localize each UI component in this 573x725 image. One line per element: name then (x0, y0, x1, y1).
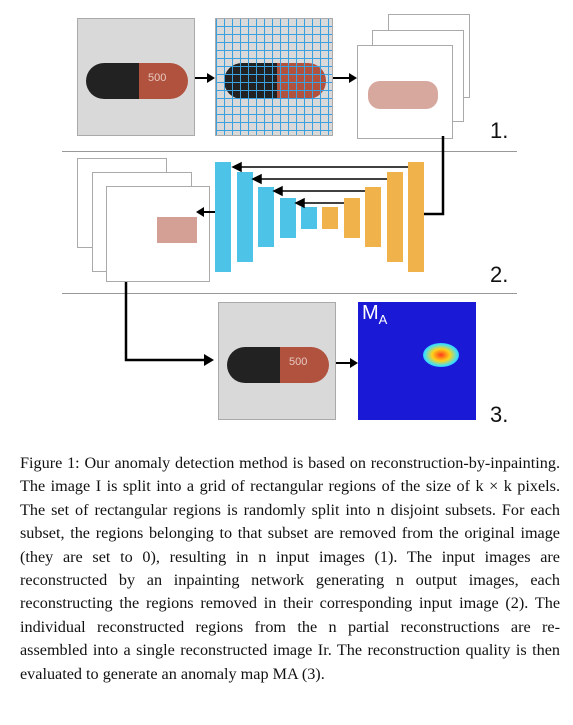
reconstructed-images (106, 186, 210, 282)
anomaly-map-label: $M_A$ (362, 302, 388, 327)
arrow-right-icon (195, 72, 215, 84)
input-image (77, 18, 195, 136)
figure-caption (20, 452, 560, 686)
skip-connections (231, 160, 411, 220)
arrow-left-icon (196, 206, 216, 218)
arrow-right-icon (333, 72, 357, 84)
grid-image (215, 18, 333, 136)
masked-image (357, 45, 453, 139)
stage-3-label: 3. (490, 402, 509, 427)
connector-arrow (120, 282, 220, 372)
reconstructed-image (218, 302, 336, 420)
stage-1-label: 1. (490, 118, 509, 143)
arrow-right-icon (336, 357, 358, 369)
capsule-imprint: 500 (148, 72, 167, 84)
caption-text: Figure 1: Our anomaly detection method is based on reconstruction-by-inpainting. The image I is split into a grid of rectangular regions of the size of k × k pixels. The set of rectangular regions is randomly split into n disjoint subsets. For each subset, the regions belonging to that subset are removed from the original image (they are set to 0), resulting in n input images (1). The input images are reconstructed by an inpainting network generating n output images, each reconstructing the regions removed in their corresponding input image (2). The individual reconstructed regions from the n partial reconstructions are re-assembled into a single reconstructed image Ir. The reconstruction quality is then evaluated to generate an anomaly map MA (3). (20, 454, 560, 683)
capsule-imprint: 500 (289, 356, 308, 368)
encoder-layer (215, 162, 231, 272)
stage-2-label: 2. (490, 262, 509, 287)
